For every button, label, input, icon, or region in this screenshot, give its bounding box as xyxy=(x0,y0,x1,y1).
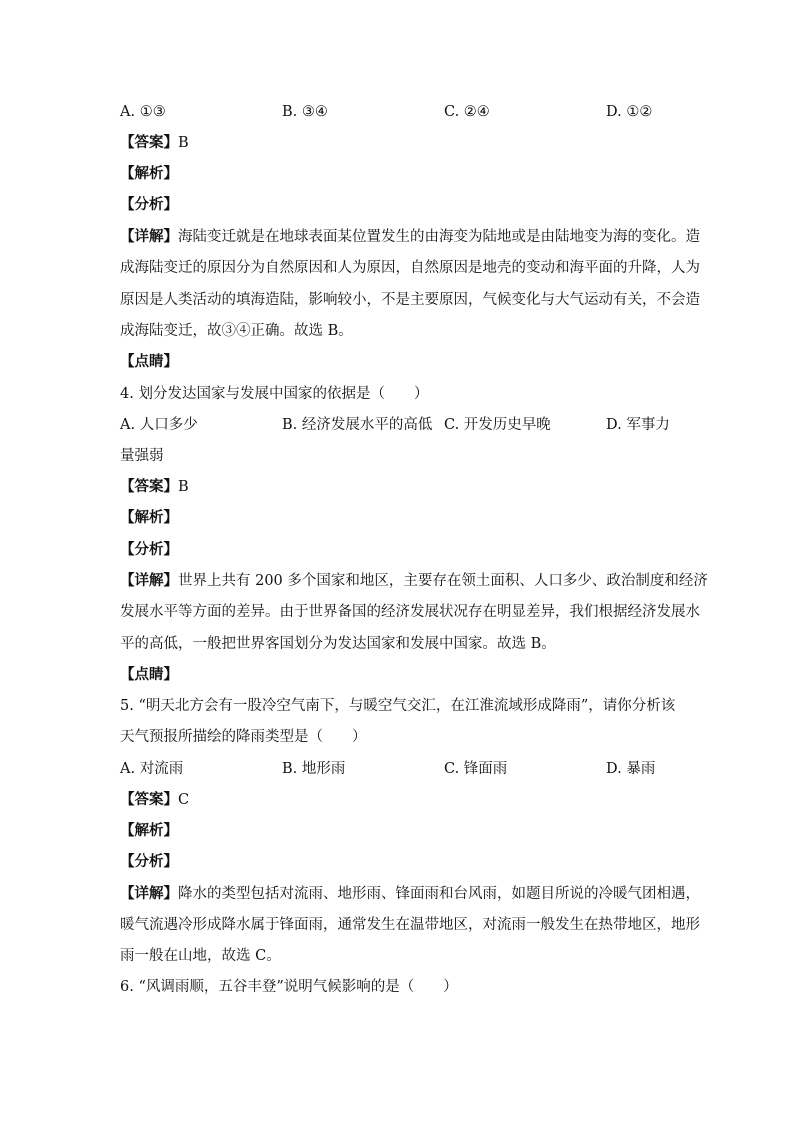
q3-option-c: C. ②④ xyxy=(444,104,490,120)
q5-analysis-label: 【解析】 xyxy=(120,822,178,839)
q5-detail-line xyxy=(120,884,700,904)
detail-label: 【详解】 xyxy=(120,228,178,245)
q5-option-b: B. 地形雨 xyxy=(282,761,346,777)
q4-option-d-cont: 量强弱 xyxy=(120,448,164,464)
detail-text: 世界上共有 200 多个国家和地区，主要存在领土面积、人口多少、政治制度和经济 xyxy=(178,573,708,589)
q5-detail-line: 暖气流遇冷形成降水属于锋面雨，通常发生在温带地区，对流雨一般发生在热带地区，地形 xyxy=(120,917,700,933)
detail-text: 降水的类型包括对流雨、地形雨、锋面雨和台风雨，如题目所说的冷暖气团相遇， xyxy=(178,886,700,902)
q4-detail-line: 发展水平等方面的差异。由于世界备国的经济发展状况存在明显差异，我们根据经济发展水 xyxy=(120,604,700,620)
q3-option-a: A. ①③ xyxy=(120,104,166,120)
q3-option-d: D. ①② xyxy=(606,104,653,120)
q4-detail-line: 平的高低，一般把世界客国划分为发达国家和发展中国家。故选 B。 xyxy=(120,636,556,652)
q4-answer xyxy=(120,477,189,497)
q5-answer xyxy=(120,790,189,810)
answer-label: 【答案】 xyxy=(120,791,178,808)
q3-answer xyxy=(120,133,189,153)
q4-detail-line xyxy=(120,571,708,591)
q3-dianjing-label: 【点睛】 xyxy=(120,353,178,370)
q5-option-a: A. 对流雨 xyxy=(120,761,184,777)
q4-analysis-label: 【解析】 xyxy=(120,509,178,526)
q3-fenxi-label: 【分析】 xyxy=(120,196,178,213)
q4-option-a: A. 人口多少 xyxy=(120,417,198,433)
answer-value: C xyxy=(178,792,190,808)
detail-label: 【详解】 xyxy=(120,572,178,589)
q5-option-c: C. 锋面雨 xyxy=(444,761,508,777)
q5-question: 5. “明天北方会有一股冷空气南下，与暖空气交汇，在江淮流域形成降雨”，请你分析该 xyxy=(120,698,676,714)
detail-text: 海陆变迁就是在地球表面某位置发生的由海变为陆地或是由陆地变为海的变化。造 xyxy=(178,229,700,245)
detail-label: 【详解】 xyxy=(120,885,178,902)
q3-detail-line: 原因是人类活动的填海造陆，影响较小，不是主要原因，气候变化与大气运动有关，不会造 xyxy=(120,292,700,308)
q5-question: 天气预报所描绘的降雨类型是（ ） xyxy=(120,729,367,745)
answer-value: B xyxy=(178,479,189,495)
q4-option-b: B. 经济发展水平的高低 xyxy=(282,417,433,433)
q4-option-c: C. 开发历史早晚 xyxy=(444,417,551,433)
q5-option-d: D. 暴雨 xyxy=(606,761,656,777)
q3-analysis-label: 【解析】 xyxy=(120,165,178,182)
q3-option-b: B. ③④ xyxy=(282,104,328,120)
q3-detail-line: 成海陆变迁，故③④正确。故选 B。 xyxy=(120,323,353,339)
q6-question: 6. “风调雨顺，五谷丰登”说明气候影响的是（ ） xyxy=(120,979,458,995)
q3-detail-line xyxy=(120,227,700,247)
answer-label: 【答案】 xyxy=(120,134,178,151)
q4-dianjing-label: 【点睛】 xyxy=(120,666,178,683)
answer-label: 【答案】 xyxy=(120,478,178,495)
q4-question: 4. 划分发达国家与发展中国家的依据是（ ） xyxy=(120,386,429,402)
q5-detail-line: 雨一般在山地，故选 C。 xyxy=(120,948,281,964)
answer-value: B xyxy=(178,135,189,151)
q5-fenxi-label: 【分析】 xyxy=(120,853,178,870)
q4-fenxi-label: 【分析】 xyxy=(120,541,178,558)
q4-option-d: D. 军事力 xyxy=(606,417,670,433)
q3-detail-line: 成海陆变迁的原因分为自然原因和人为原因，自然原因是地壳的变动和海平面的升降，人为 xyxy=(120,260,700,276)
